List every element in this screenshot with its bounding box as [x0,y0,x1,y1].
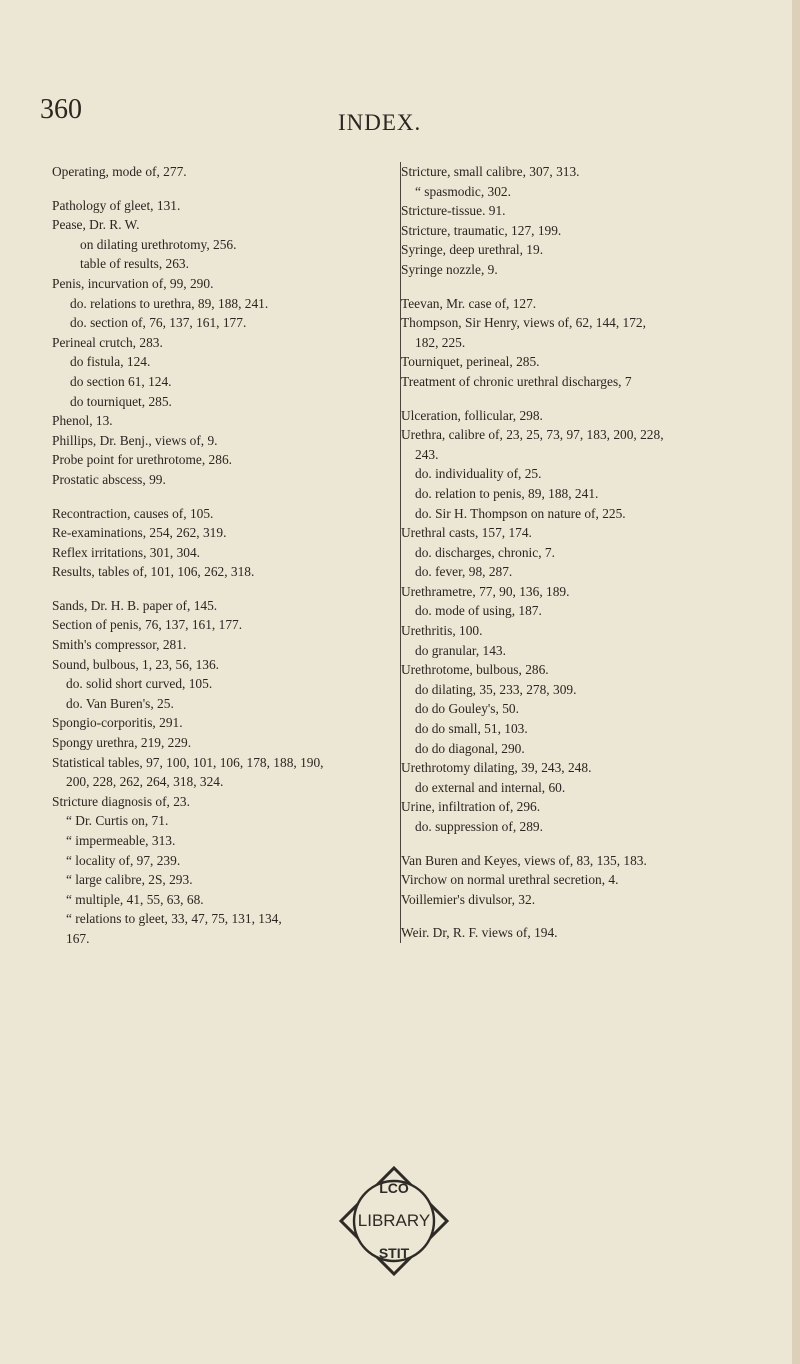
index-entry: do. individuality of, 25. [415,466,542,482]
entry-gap [401,837,800,851]
index-entry: Stricture, small calibre, 307, 313. [401,164,580,179]
index-entry: Urethra, calibre of, 23, 25, 73, 97, 183, 200, 228, [401,427,664,443]
index-entry: Urethral casts, 157, 174. [401,525,532,541]
index-entry: Thompson, Sir Henry, views of, 62, 144, 172, [401,315,646,331]
index-entry: Urethrotomy dilating, 39, 243, 248. [401,760,592,776]
index-entry: Phillips, Dr. Benj., views of, 9. [52,432,218,448]
index-entry: do. solid short curved, 105. [66,676,213,692]
index-entry: do. Van Buren's, 25. [66,695,174,711]
index-entry: Re-examinations, 254, 262, 319. [52,525,227,541]
index-entry: Tourniquet, perineal, 285. [401,354,540,370]
index-entry: Pathology of gleet, 131. [52,197,181,213]
index-entry: on dilating urethrotomy, 256. [80,236,237,252]
index-column-right [400,162,800,943]
entry-gap [401,392,800,406]
index-entry: do. section of, 76, 137, 161, 177. [70,315,247,331]
index-entry: Weir. Dr, R. F. views of, 194. [401,925,558,941]
index-entry: Penis, incurvation of, 99, 290. [52,275,214,291]
index-entry: do. suppression of, 289. [415,819,543,834]
index-entry: Perineal crutch, 283. [52,334,163,350]
entry-gap [52,490,397,504]
index-entry: do section 61, 124. [70,373,172,389]
index-entry: Teevan, Mr. case of, 127. [401,295,537,311]
index-entry: do external and internal, 60. [415,779,566,795]
index-entry: “ large calibre, 2S, 293. [66,872,193,888]
index-entry: Syringe, deep urethral, 19. [401,242,544,258]
index-entry: Urethritis, 100. [401,623,483,639]
index-entry: Stricture, traumatic, 127, 199. [401,222,562,238]
index-entry: Smith's compressor, 281. [52,637,187,653]
index-entry: Section of penis, 76, 137, 161, 177. [52,617,243,633]
index-entry: do fistula, 124. [70,354,151,370]
index-entry: “ locality of, 97, 239. [66,852,181,868]
index-entry: do. fever, 98, 287. [415,564,513,580]
index-entry: do. discharges, chronic, 7. [415,544,555,560]
entry-gap [401,280,800,294]
index-entry: 182, 225. [415,334,466,350]
index-entry: Voillemier's divulsor, 32. [401,891,536,907]
index-entry: Spongio-corporitis, 291. [52,715,183,731]
index-entry: Urethrotome, bulbous, 286. [401,662,549,678]
index-entry: Stricture-tissue. 91. [401,203,506,219]
index-entry: Recontraction, causes of, 105. [52,505,214,521]
index-entry: Spongy urethra, 219, 229. [52,735,192,751]
index-entry: Sands, Dr. H. B. paper of, 145. [52,597,218,613]
index-entry: Ulceration, follicular, 298. [401,407,543,423]
index-entry: “ relations to gleet, 33, 47, 75, 131, 134, [66,911,282,927]
index-entry: 243. [415,446,439,462]
index-entry: Van Buren and Keyes, views of, 83, 135, 183. [401,852,647,868]
index-entry: do do small, 51, 103. [415,721,528,737]
index-entry: do do Gouley's, 50. [415,701,519,717]
index-entry: do. relation to penis, 89, 188, 241. [415,485,599,501]
index-entry: “ Dr. Curtis on, 71. [66,813,169,829]
stamp-top-text: LCO [379,1180,409,1196]
index-entry: do. mode of using, 187. [415,603,542,619]
index-entry: Stricture diagnosis of, 23. [52,793,190,809]
index-entry: Pease, Dr. R. W. [52,217,140,233]
index-entry: table of results, 263. [80,256,189,272]
index-entry: Reflex irritations, 301, 304. [52,544,201,560]
index-entry: Operating, mode of, 277. [52,164,187,179]
index-entry: do granular, 143. [415,642,506,658]
library-stamp [337,1164,451,1278]
index-entry: do tourniquet, 285. [70,393,172,409]
index-entry: Syringe nozzle, 9. [401,261,498,277]
index-entry: Treatment of chronic urethral discharges, 7 [401,373,632,389]
page-title: INDEX. [338,110,422,135]
index-entry: 167. [66,930,90,946]
index-entry: Probe point for urethrotome, 286. [52,452,232,468]
index-entry: Phenol, 13. [52,413,113,429]
page-number: 360 [40,94,82,125]
index-entry: Virchow on normal urethral secretion, 4. [401,872,619,888]
index-entry: “ impermeable, 313. [66,833,176,848]
index-entry: “ multiple, 41, 55, 63, 68. [66,891,204,907]
index-entry: “ spasmodic, 302. [415,183,511,199]
index-entry: Prostatic abscess, 99. [52,471,166,487]
index-entry: do dilating, 35, 233, 278, 309. [415,681,577,697]
index-entry: do. relations to urethra, 89, 188, 241. [70,295,269,311]
entry-gap [401,909,800,923]
entry-gap [52,182,397,196]
index-entry: Urine, infiltration of, 296. [401,799,541,815]
index-entry: Results, tables of, 101, 106, 262, 318. [52,564,255,580]
index-column-left [52,162,397,949]
entry-gap [52,582,397,596]
index-entry: 200, 228, 262, 264, 318, 324. [66,774,224,790]
index-entry: Statistical tables, 97, 100, 101, 106, 178, 188, 190, [52,754,324,770]
index-entry: do do diagonal, 290. [415,740,525,756]
index-entry: do. Sir H. Thompson on nature of, 225. [415,505,626,521]
index-entry: Urethrametre, 77, 90, 136, 189. [401,583,570,599]
stamp-bottom-text: STIT [378,1245,410,1261]
index-entry: Sound, bulbous, 1, 23, 56, 136. [52,656,220,672]
stamp-center-text: LIBRARY [357,1211,431,1230]
